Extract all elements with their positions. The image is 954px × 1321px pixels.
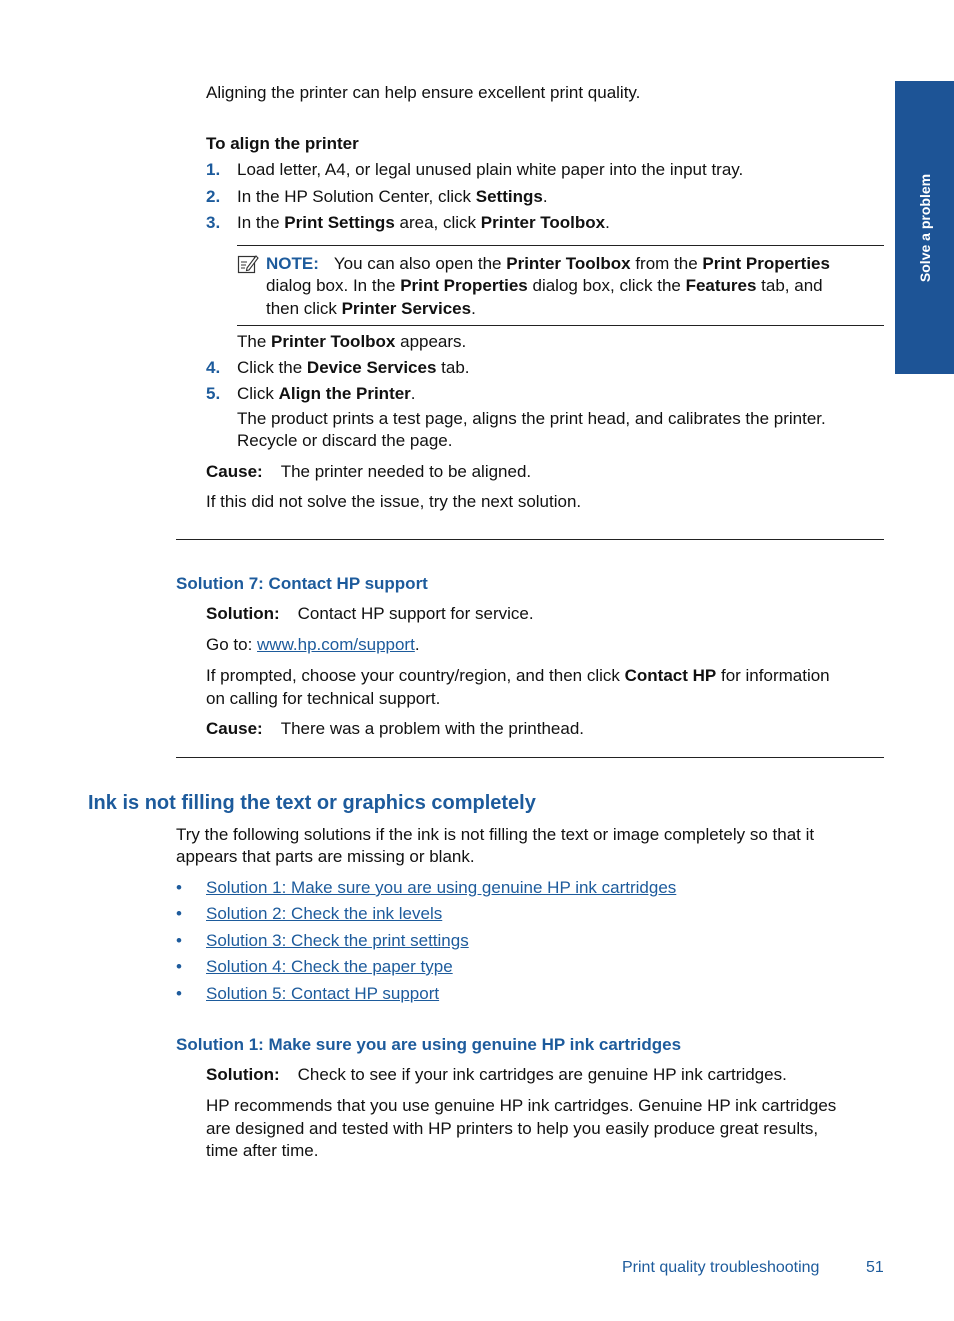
link-solution-4[interactable]: Solution 4: Check the paper type: [206, 957, 453, 976]
step-1-number: 1.: [206, 160, 221, 179]
solution-1-heading: Solution 1: Make sure you are using genuine HP ink cartridges: [176, 1035, 682, 1054]
solution-7-solution: Solution: Contact HP support for service.: [206, 604, 534, 623]
step-3-text: In the Print Settings area, click Printer Toolbox.: [237, 213, 610, 232]
solution-1-para-line-2: are designed and tested with HP printers to help you easily produce great results,: [206, 1119, 819, 1138]
note-line-2: dialog box. In the Print Properties dialog box, click the Features tab, and: [266, 276, 823, 295]
ink-intro-line-1: Try the following solutions if the ink is not filling the text or image completely so that it: [176, 825, 815, 844]
link-solution-2[interactable]: Solution 2: Check the ink levels: [206, 904, 443, 923]
step-3-number: 3.: [206, 213, 221, 232]
next-solution-text: If this did not solve the issue, try the next solution.: [206, 492, 582, 511]
step-5-detail-2: Recycle or discard the page.: [237, 431, 453, 450]
solution-1-solution: Solution: Check to see if your ink cartridges are genuine HP ink cartridges.: [206, 1065, 787, 1084]
solution-7-goto: Go to: www.hp.com/support.: [206, 635, 420, 654]
step-4-text: Click the Device Services tab.: [237, 358, 470, 377]
link-solution-3[interactable]: Solution 3: Check the print settings: [206, 931, 469, 950]
note-line-3: then click Printer Services.: [266, 299, 476, 318]
bullet: •: [176, 904, 182, 923]
section-rule-1: [176, 539, 884, 540]
solution-1-para-line-1: HP recommends that you use genuine HP ink cartridges. Genuine HP ink cartridges: [206, 1096, 837, 1115]
solution-7-prompt-line-2: on calling for technical support.: [206, 689, 441, 708]
link-solution-5[interactable]: Solution 5: Contact HP support: [206, 984, 440, 1003]
hp-support-link[interactable]: www.hp.com/support: [257, 635, 415, 654]
footer-section-title: Print quality troubleshooting: [622, 1259, 820, 1276]
side-tab-label: Solve a problem: [916, 173, 933, 282]
step-2-number: 2.: [206, 187, 221, 206]
step-5-number: 5.: [206, 384, 221, 403]
step-5-detail-1: The product prints a test page, aligns the print head, and calibrates the printer.: [237, 409, 826, 428]
bullet: •: [176, 878, 182, 897]
note-top-rule: [237, 245, 884, 246]
step-4-number: 4.: [206, 358, 221, 377]
solution-7-heading: Solution 7: Contact HP support: [176, 574, 428, 593]
footer-page-number: 51: [866, 1259, 884, 1276]
intro-text: Aligning the printer can help ensure excellent print quality.: [206, 83, 641, 102]
cause-1: Cause: The printer needed to be aligned.: [206, 462, 532, 481]
align-heading: To align the printer: [206, 134, 359, 153]
step-2-text: In the HP Solution Center, click Settings.: [237, 187, 548, 206]
solution-7-cause: Cause: There was a problem with the printhead.: [206, 719, 585, 738]
ink-intro-line-2: appears that parts are missing or blank.: [176, 847, 475, 866]
bullet: •: [176, 931, 182, 950]
step-1-text: Load letter, A4, or legal unused plain white paper into the input tray.: [237, 160, 744, 179]
section-rule-2: [176, 757, 884, 758]
bullet: •: [176, 957, 182, 976]
side-tab: [895, 81, 954, 374]
note-label: NOTE:: [266, 254, 319, 273]
ink-section-heading: Ink is not filling the text or graphics completely: [88, 792, 536, 814]
bullet: •: [176, 984, 182, 1003]
note-bottom-rule: [237, 325, 884, 326]
link-solution-1[interactable]: Solution 1: Make sure you are using genuine HP ink cartridges: [206, 878, 677, 897]
note-line-1: NOTE: You can also open the Printer Toolbox from the Print Properties: [266, 254, 830, 273]
solution-1-para-line-3: time after time.: [206, 1141, 319, 1160]
step-5-text: Click Align the Printer.: [237, 384, 416, 403]
toolbox-appears: The Printer Toolbox appears.: [237, 332, 467, 351]
solution-7-prompt-line-1: If prompted, choose your country/region, and then click Contact HP for information: [206, 666, 830, 685]
note-pencil-icon: [237, 253, 259, 275]
